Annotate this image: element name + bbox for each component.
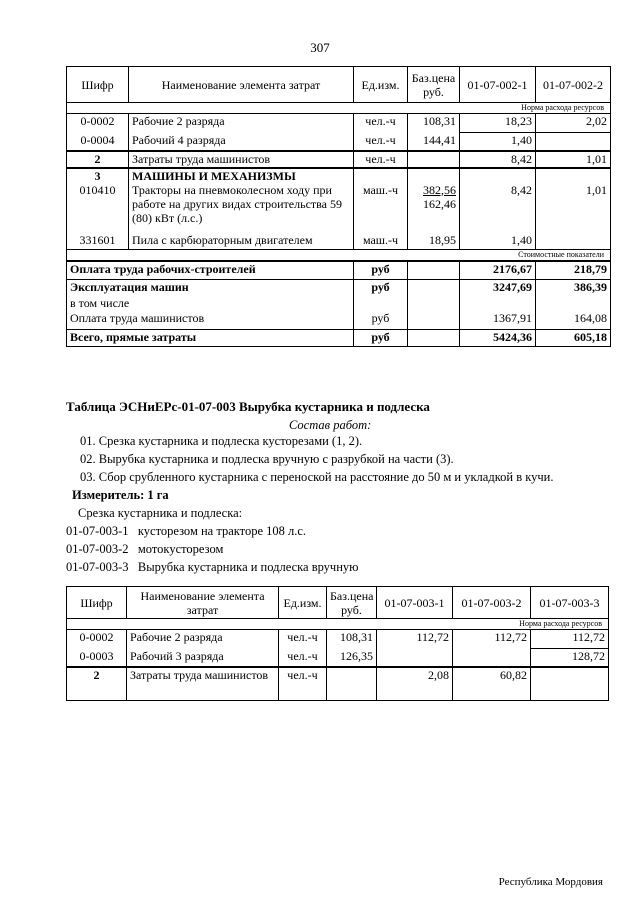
item-text: Вырубка кустарника и подлеска вручную (137, 560, 359, 574)
work-step: 02. Вырубка кустарника и подлеска вручную с разрубкой на части (3). (80, 452, 454, 466)
cost-value: 386,39 (536, 279, 611, 296)
list-item (66, 560, 359, 575)
item-code: 01-07-003-1 (66, 524, 129, 538)
table-cell-unit: чел.-ч (354, 151, 408, 168)
list-item (66, 524, 306, 539)
table-cell-value: 112,72 (377, 630, 453, 649)
table-cell-empty (536, 296, 611, 311)
table-cell-name: Рабочий 4 разряда (129, 133, 354, 151)
table-cell-price (408, 151, 460, 168)
table-cell-empty (354, 296, 408, 311)
work-step: 03. Сбор срубленного кустарника с переноской на расстояние до 50 м и укладкой в кучи. (80, 470, 554, 484)
cost-name: Эксплуатация машин (67, 279, 354, 296)
table-cell-empty (460, 168, 536, 183)
table-cell-value: 128,72 (531, 649, 609, 667)
composition-title: Состав работ: (289, 418, 372, 432)
table-cell-unit: маш.-ч (354, 183, 408, 233)
table-cell-unit: чел.-ч (279, 667, 327, 701)
table-cell-code: 2 (67, 151, 129, 168)
table-cell-value: 1,40 (460, 133, 536, 151)
header-col-2: 01-07-003-2 (453, 587, 531, 619)
table-cell-empty (460, 296, 536, 311)
table-cell-price: 108,31 (408, 114, 460, 133)
table-cell-empty (354, 168, 408, 183)
header-code: Шифр (67, 67, 129, 103)
cost-value: 2176,67 (460, 261, 536, 279)
cost-unit: руб (354, 329, 408, 346)
table-cell-value (536, 233, 611, 250)
table-cell-empty (408, 311, 460, 329)
table-cell-name: Затраты труда машинистов (127, 667, 279, 701)
price-value-secondary: 162,46 (423, 196, 456, 211)
table-cell-name: Затраты труда машинистов (129, 151, 354, 168)
table-cell-value: 18,23 (460, 114, 536, 133)
table-cell-empty (408, 168, 460, 183)
table-cell-empty (408, 279, 460, 296)
cost-name: в том числе (67, 296, 354, 311)
table-cell-empty (408, 261, 460, 279)
item-code: 01-07-003-2 (66, 542, 129, 556)
table-cell-unit: чел.-ч (279, 649, 327, 667)
table-cell-code: 0-0002 (67, 114, 129, 133)
header-col-2: 01-07-002-2 (536, 67, 611, 103)
table-cell-value: 112,72 (531, 630, 609, 649)
subtitle: Срезка кустарника и подлеска: (78, 506, 243, 520)
item-text: мотокусторезом (137, 542, 224, 556)
header-col-1: 01-07-002-1 (460, 67, 536, 103)
table-cell-value: 60,82 (453, 667, 531, 701)
table-cell-value: 8,42 (460, 183, 536, 233)
table-cell-code: 331601 (67, 233, 129, 250)
table-cell-code: 2 (67, 667, 127, 701)
cost-value: 1367,91 (460, 311, 536, 329)
cost-unit: руб (354, 311, 408, 329)
header-col-3: 01-07-003-3 (531, 587, 609, 619)
table-cell-unit: чел.-ч (354, 114, 408, 133)
table-cell-code: 010410 (67, 183, 129, 233)
section-title: Таблица ЭСНиЕРс-01-07-003 Вырубка кустарника и подлеска (66, 399, 430, 414)
norm-label: Норма расхода ресурсов (67, 619, 609, 630)
table-cell-value (377, 649, 453, 667)
meter-label: Измеритель: 1 га (72, 488, 169, 502)
cost-name: Оплата труда рабочих-строителей (67, 261, 354, 279)
table-cell-unit: маш.-ч (354, 233, 408, 250)
table-cell-price: 126,35 (327, 649, 377, 667)
price-value: 382,56 (423, 182, 456, 197)
header-name: Наименование элемента затрат (129, 67, 354, 103)
cost-value: 3247,69 (460, 279, 536, 296)
table-cell-empty (536, 168, 611, 183)
table-cell-value (453, 649, 531, 667)
cost-name: Оплата труда машинистов (67, 311, 354, 329)
cost-unit: руб (354, 279, 408, 296)
table-cell-value (536, 133, 611, 151)
work-step: 01. Срезка кустарника и подлеска кусторезами (1, 2). (80, 434, 363, 448)
table-cell-name: Рабочий 3 разряда (127, 649, 279, 667)
table-cell-price: 18,95 (408, 233, 460, 250)
table-cell-price (408, 183, 460, 233)
header-unit: Ед.изм. (279, 587, 327, 619)
table-cell-name: Пила с карбюраторным двигателем (129, 233, 354, 250)
table-cell-name: Рабочие 2 разряда (127, 630, 279, 649)
cost-value: 164,08 (536, 311, 611, 329)
header-code: Шифр (67, 587, 127, 619)
table-cell-value: 1,40 (460, 233, 536, 250)
list-item (66, 542, 223, 557)
footer-region: Республика Мордовия (498, 876, 603, 888)
section-heading: МАШИНЫ И МЕХАНИЗМЫ (129, 168, 354, 183)
resource-table-1 (66, 66, 611, 347)
cost-value: 5424,36 (460, 329, 536, 346)
table-cell-value: 1,01 (536, 151, 611, 168)
table-cell-name: Тракторы на пневмоколесном ходу при работе на других видах строительства 59 (80) кВт (л.с.) (129, 183, 354, 233)
table-cell-price: 108,31 (327, 630, 377, 649)
header-price: Баз.цена руб. (408, 67, 460, 103)
table-cell-name: Рабочие 2 разряда (129, 114, 354, 133)
table-cell-value: 112,72 (453, 630, 531, 649)
table-cell-code: 0-0003 (67, 649, 127, 667)
table-cell-value: 2,02 (536, 114, 611, 133)
table-cell-unit: чел.-ч (354, 133, 408, 151)
table-cell-value (531, 667, 609, 701)
table-cell-value: 8,42 (460, 151, 536, 168)
header-name: Наименование элемента затрат (127, 587, 279, 619)
norm-label: Норма расхода ресурсов (67, 103, 611, 114)
table-cell-unit: чел.-ч (279, 630, 327, 649)
cost-value: 218,79 (536, 261, 611, 279)
item-text: кусторезом на тракторе 108 л.с. (137, 524, 307, 538)
table-cell-price (327, 667, 377, 701)
cost-value: 605,18 (536, 329, 611, 346)
table-cell-empty (408, 296, 460, 311)
table-cell-price: 144,41 (408, 133, 460, 151)
cost-label: Стоимостные показатели (67, 250, 611, 262)
header-col-1: 01-07-003-1 (377, 587, 453, 619)
resource-table-2 (66, 586, 609, 701)
table-cell-code: 0-0002 (67, 630, 127, 649)
table-cell-value: 1,01 (536, 183, 611, 233)
cost-name: Всего, прямые затраты (67, 329, 354, 346)
header-price: Баз.цена руб. (327, 587, 377, 619)
item-code: 01-07-003-3 (66, 560, 129, 574)
header-unit: Ед.изм. (354, 67, 408, 103)
table-cell-code: 0-0004 (67, 133, 129, 151)
page-number: 307 (310, 40, 330, 55)
cost-unit: руб (354, 261, 408, 279)
table-cell-empty (408, 329, 460, 346)
table-cell-code: 3 (67, 168, 129, 183)
table-cell-value: 2,08 (377, 667, 453, 701)
